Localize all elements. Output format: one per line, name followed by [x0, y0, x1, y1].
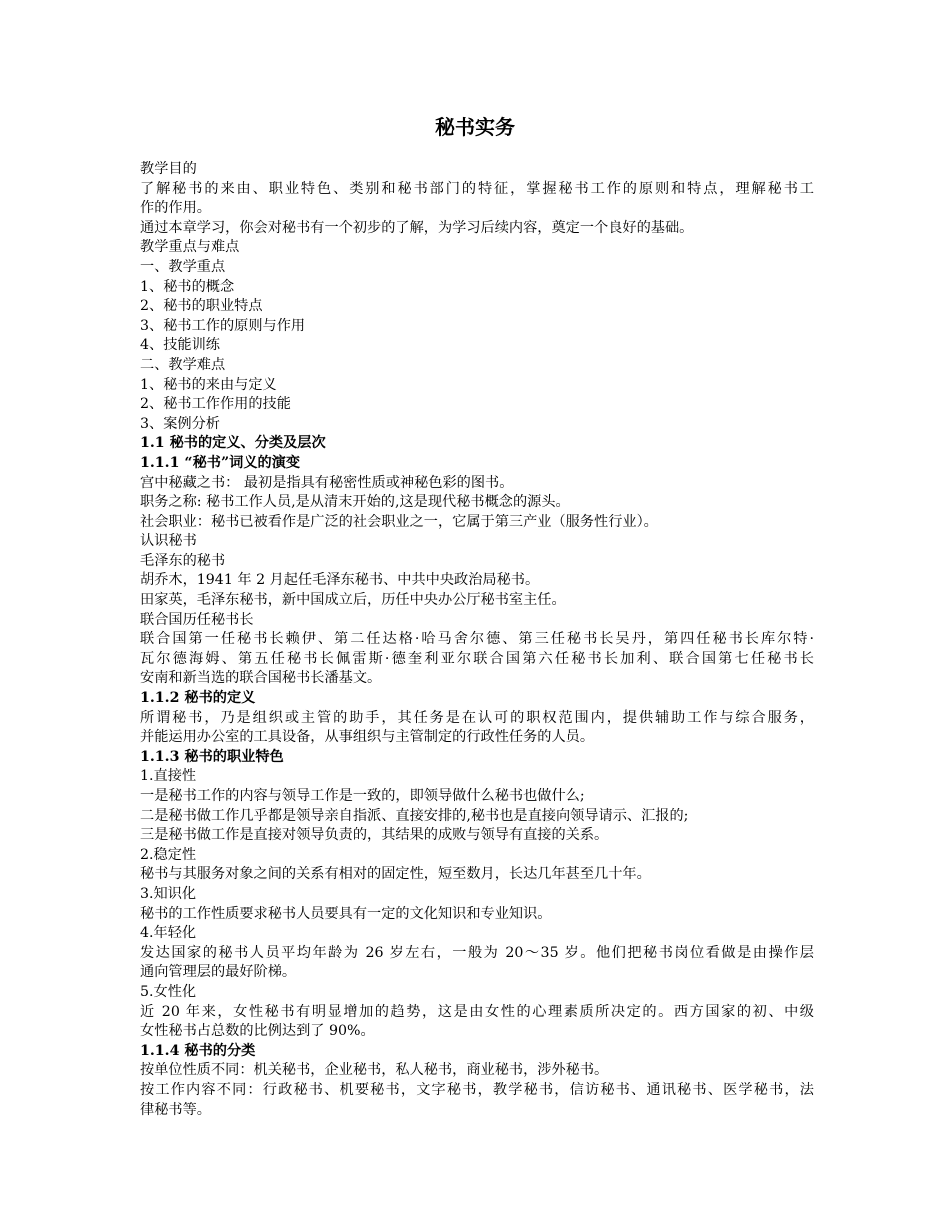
text-line: 田家英，毛泽东秘书，新中国成立后，历任中央办公厅秘书室主任。 [140, 592, 566, 609]
text-line: 2、秘书工作作用的技能 [140, 396, 291, 413]
text-line: 一、教学重点 [140, 258, 226, 275]
document-body [140, 160, 814, 1120]
text-line: 近 20 年来，女性秘书有明显增加的趋势，这是由女性的心理素质所决定的。西方国家的初、中级 [140, 1003, 814, 1020]
text-line: 4、技能训练 [140, 337, 220, 354]
text-line: 宫中秘藏之书： 最初是指具有秘密性质或神秘色彩的图书。 [140, 474, 514, 491]
text-line: 4.年轻化 [140, 925, 197, 942]
text-line: 按单位性质不同：机关秘书，企业秘书，私人秘书，商业秘书，涉外秘书。 [140, 1062, 609, 1079]
text-line: 社会职业：秘书已被看作是广泛的社会职业之一，它属于第三产业（服务性行业）。 [140, 513, 658, 530]
text-line: 3、秘书工作的原则与作用 [140, 317, 306, 334]
text-line: 通过本章学习，你会对秘书有一个初步的了解，为学习后续内容，奠定一个良好的基础。 [140, 219, 694, 236]
text-line: 二、教学难点 [140, 356, 226, 373]
text-line: 三是秘书做工作是直接对领导负责的，其结果的成败与领导有直接的关系。 [140, 827, 609, 844]
text-line: 3.知识化 [140, 885, 197, 902]
text-line: 二是秘书做工作几乎都是领导亲自指派、直接安排的,秘书也是直接向领导请示、汇报的; [140, 807, 689, 824]
text-line: 1.直接性 [140, 768, 197, 785]
text-line: 教学重点与难点 [140, 239, 240, 256]
text-line: 3、案例分析 [140, 415, 220, 432]
section-heading: 1.1.1 “秘书”词义的演变 [140, 454, 301, 471]
text-line: 职务之称: 秘书工作人员,是从清末开始的,这是现代秘书概念的源头。 [140, 494, 570, 511]
section-heading: 1.1 秘书的定义、分类及层次 [140, 435, 326, 452]
text-line: 一是秘书工作的内容与领导工作是一致的，即领导做什么秘书也做什么; [140, 788, 585, 804]
text-line: 按工作内容不同：行政秘书、机要秘书，文字秘书，教学秘书，信访秘书、通讯秘书、医学秘书，法 [140, 1081, 814, 1098]
section-heading: 1.1.3 秘书的职业特色 [140, 748, 284, 765]
text-line: 认识秘书 [140, 533, 197, 550]
text-line: 秘书的工作性质要求秘书人员要具有一定的文化知识和专业知识。 [140, 905, 552, 922]
text-line: 安南和新当选的联合国秘书长潘基文。 [140, 670, 382, 687]
text-line: 毛泽东的秘书 [140, 552, 226, 569]
text-line: 联合国历任秘书长 [140, 611, 254, 628]
text-line: 秘书与其服务对象之间的关系有相对的固定性，短至数月，长达几年甚至几十年。 [140, 866, 651, 883]
document-title: 秘书实务 [435, 115, 515, 139]
text-line: 联合国第一任秘书长赖伊、第二任达格·哈马舍尔德、第三任秘书长吴丹，第四任秘书长库尔特· [140, 631, 814, 648]
text-line: 了解秘书的来由、职业特色、类别和秘书部门的特征，掌握秘书工作的原则和特点，理解秘书工 [140, 180, 814, 197]
text-line: 所谓秘书，乃是组织或主管的助手，其任务是在认可的职权范围内，提供辅助工作与综合服务， [140, 709, 814, 726]
text-line: 瓦尔德海姆、第五任秘书长佩雷斯·德奎利亚尔联合国第六任秘书长加利、联合国第七任秘书长 [140, 650, 814, 667]
text-line: 通向管理层的最好阶梯。 [140, 964, 297, 981]
section-heading: 1.1.2 秘书的定义 [140, 690, 256, 707]
text-line: 教学目的 [140, 161, 197, 177]
text-line: 女性秘书占总数的比例达到了 90%。 [140, 1023, 375, 1040]
text-line: 1、秘书的概念 [140, 278, 235, 295]
text-line: 发达国家的秘书人员平均年龄为 26 岁左右，一般为 20～35 岁。他们把秘书岗位看做是由操作层 [140, 944, 814, 961]
text-line: 胡乔木，1941 年 2 月起任毛泽东秘书、中共中央政治局秘书。 [140, 572, 540, 589]
text-line: 作的作用。 [140, 200, 211, 217]
text-line: 并能运用办公室的工具设备，从事组织与主管制定的行政性任务的人员。 [140, 729, 595, 746]
text-line: 2、秘书的职业特点 [140, 298, 263, 315]
section-heading: 1.1.4 秘书的分类 [140, 1042, 256, 1059]
text-line: 2.稳定性 [140, 846, 197, 863]
text-line: 律秘书等。 [140, 1101, 211, 1118]
text-line: 5.女性化 [140, 983, 197, 1000]
text-line: 1、秘书的来由与定义 [140, 376, 277, 393]
